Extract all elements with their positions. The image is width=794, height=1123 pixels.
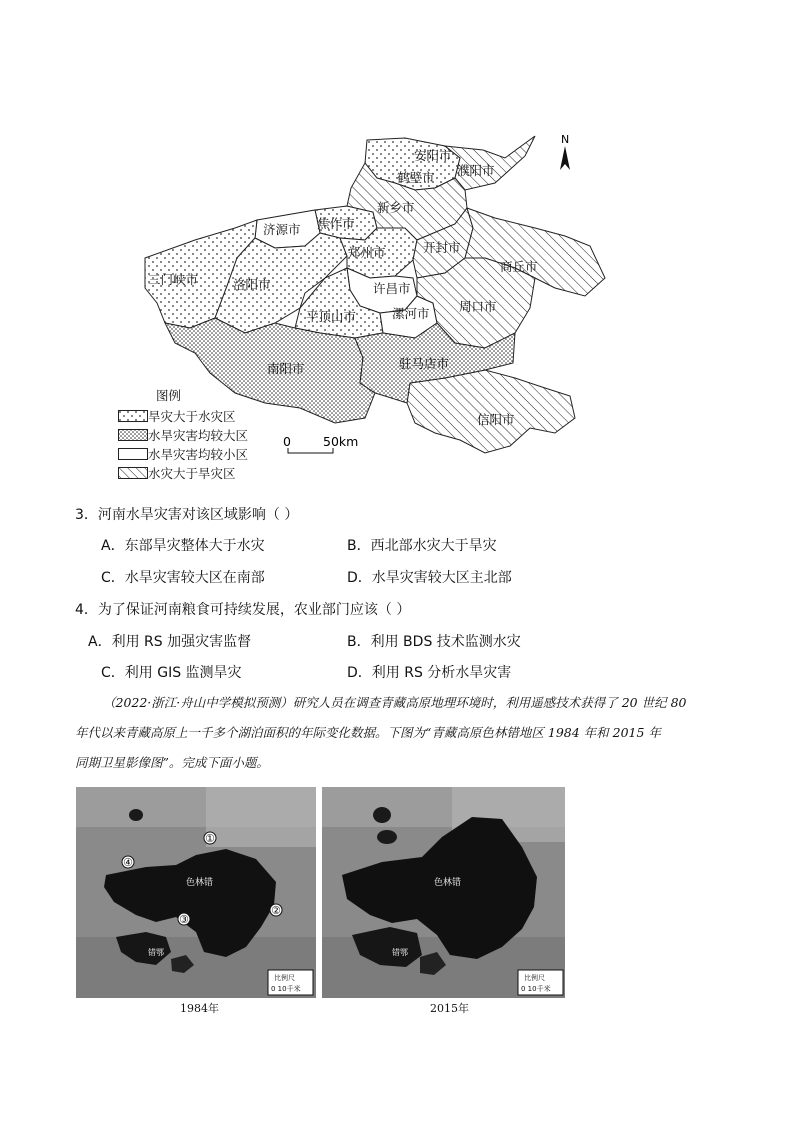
marker-4: ④: [123, 856, 133, 869]
intro-line: 年代以来青藏高原上一千多个湖泊面积的年际变化数据。下图为“青藏高原色林错地区 1984 年和 2015 年: [75, 725, 661, 740]
legend-item: [118, 407, 288, 425]
city-label: 济源市: [263, 222, 301, 237]
svg-text:N: N: [561, 133, 570, 146]
city-label: 平顶山市: [306, 309, 357, 324]
q3-option-c[interactable]: C．水旱灾害较大区在南部: [101, 570, 265, 586]
svg-text:50km: 50km: [323, 434, 359, 449]
lake-label: 色林错: [434, 878, 462, 888]
legend-label: 水旱灾害均较小区: [148, 447, 249, 462]
small-lake-label: 错鄂: [392, 948, 408, 957]
scale-bar: [283, 434, 358, 453]
intro-line: 同期卫星影像图”。完成下面小题。: [75, 755, 269, 770]
question-4: 4．为了保证河南粮食可持续发展，农业部门应该（ ）: [75, 602, 411, 618]
city-label: 三门峡市: [148, 272, 199, 287]
marker-3: ③: [179, 913, 189, 926]
city-label: 开封市: [423, 240, 461, 255]
map-legend: [118, 386, 288, 482]
satellite-image-2015: [322, 787, 565, 998]
small-lake-label: 错鄂: [148, 948, 164, 957]
svg-text:0: 0: [283, 434, 291, 449]
legend-title: 图例: [156, 388, 182, 403]
q4-option-c[interactable]: C．利用 GIS 监测旱灾: [101, 665, 242, 681]
q3-option-b[interactable]: B．西北部水灾大于旱灾: [347, 538, 497, 554]
city-label: 周口市: [459, 299, 497, 314]
city-label: 信阳市: [477, 412, 515, 427]
scale-text: 0 10千米: [521, 985, 551, 993]
q3-option-d[interactable]: D．水旱灾害较大区主北部: [347, 570, 512, 586]
city-label: 郑州市: [348, 245, 386, 260]
marker-2: ②: [271, 904, 281, 917]
scale-title: 比例尺: [274, 974, 295, 982]
intro-paragraph: [75, 688, 735, 778]
satellite-image-1984: [76, 787, 316, 998]
city-label: 洛阳市: [233, 277, 271, 292]
city-label: 商丘市: [500, 259, 538, 274]
city-label: 许昌市: [373, 281, 411, 296]
marker-1: ①: [205, 832, 215, 845]
scale-text: 0 10千米: [271, 985, 301, 993]
legend-label: 水灾大于旱灾区: [148, 466, 236, 481]
legend-label: 水旱灾害均较大区: [148, 428, 249, 443]
intro-line: （2022·浙江·舟山中学模拟预测）研究人员在调查青藏高原地理环境时，利用遥感技术获得了 20 世纪 80: [103, 695, 687, 710]
city-label: 濮阳市: [457, 163, 495, 178]
city-label: 鹤壁市: [397, 170, 435, 185]
q4-option-d[interactable]: D．利用 RS 分析水旱灾害: [347, 665, 512, 681]
scale-title: 比例尺: [524, 974, 545, 982]
lake-label: 色林错: [186, 878, 214, 888]
q4-option-a[interactable]: A．利用 RS 加强灾害监督: [88, 634, 252, 650]
city-label: 漯河市: [392, 306, 430, 321]
city-label: 焦作市: [317, 216, 355, 231]
city-label: 南阳市: [267, 361, 305, 376]
caption-2015: 2015年: [430, 1002, 469, 1015]
q3-option-a[interactable]: A．东部旱灾整体大于水灾: [101, 538, 265, 554]
caption-1984: 1984年: [180, 1002, 219, 1015]
q4-option-b[interactable]: B．利用 BDS 技术监测水灾: [347, 634, 521, 650]
city-label: 安阳市: [414, 148, 452, 163]
legend-item: [118, 445, 288, 463]
city-label: 驻马店市: [399, 356, 450, 371]
city-label: 新乡市: [377, 200, 415, 215]
north-arrow-icon: [560, 133, 570, 170]
legend-item: [118, 426, 288, 444]
legend-item: [118, 464, 288, 482]
question-3: 3．河南水旱灾害对该区域影响（ ）: [75, 507, 299, 523]
legend-label: 旱灾大于水灾区: [148, 409, 236, 424]
